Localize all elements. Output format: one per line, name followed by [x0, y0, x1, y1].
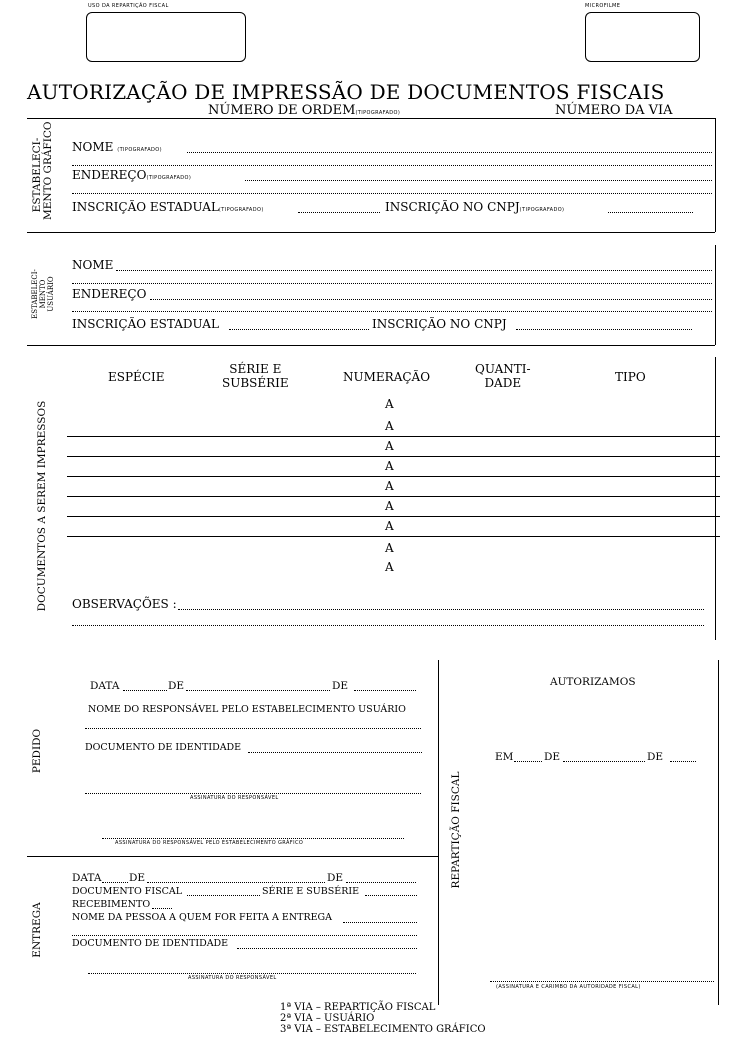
table-row-line: [67, 536, 720, 537]
usuario-nome-label: NOME: [72, 258, 114, 272]
pedido-mes-field[interactable]: [186, 690, 330, 691]
divider: [718, 660, 719, 1005]
numeracao-a: A: [385, 479, 394, 493]
numeracao-a: A: [385, 499, 394, 513]
numero-ordem-label: NÚMERO DE ORDEM(TIPOGRAFADO): [208, 103, 401, 118]
microfilme-box[interactable]: [585, 12, 700, 62]
pedido-de-label: DE: [168, 680, 185, 692]
usuario-cnpj-label: INSCRIÇÃO NO CNPJ: [372, 317, 507, 331]
col-serie: SÉRIE E SUBSÉRIE: [222, 362, 289, 390]
grafico-cnpj-label: INSCRIÇÃO NO CNPJ(TIPOGRAFADO): [385, 200, 565, 214]
form-title: AUTORIZAÇÃO DE IMPRESSÃO DE DOCUMENTOS FISCAIS: [27, 80, 665, 104]
numeracao-a: A: [385, 459, 394, 473]
pedido-ano-field[interactable]: [354, 690, 416, 691]
usuario-nome-field-2[interactable]: [72, 283, 712, 284]
divider: [438, 660, 439, 1005]
usuario-section-label: ESTABELECI- MENTO USUÁRIO: [31, 269, 55, 319]
usuario-nome-field[interactable]: [116, 270, 712, 271]
usuario-endereco-label: ENDEREÇO: [72, 287, 147, 301]
entrega-ano-field[interactable]: [346, 882, 416, 883]
pedido-nome-resp-label: NOME DO RESPONSÁVEL PELO ESTABELECIMENTO USUÁRIO: [88, 704, 406, 715]
usuario-ie-field[interactable]: [229, 329, 369, 330]
via-2: 2ª VIA – USUÁRIO: [280, 1013, 375, 1024]
uso-reparticao-label: USO DA REPARTIÇÃO FISCAL: [88, 3, 169, 9]
reparticao-dia-field[interactable]: [514, 761, 542, 762]
entrega-doc-id-field[interactable]: [237, 948, 417, 949]
entrega-serie-label: SÉRIE E SUBSÉRIE: [262, 886, 360, 897]
col-numeracao: NUMERAÇÃO: [343, 370, 431, 384]
numeracao-a: A: [385, 560, 394, 574]
vias-list: [280, 1002, 486, 1035]
pedido-section-label: PEDIDO: [31, 728, 43, 774]
entrega-de-label-2: DE: [327, 872, 344, 884]
numeracao-a: A: [385, 419, 394, 433]
pedido-doc-id-label: DOCUMENTO DE IDENTIDADE: [85, 742, 242, 753]
uso-reparticao-box[interactable]: [86, 12, 246, 62]
entrega-doc-fiscal-label: DOCUMENTO FISCAL: [72, 886, 183, 897]
reparticao-assinatura-field[interactable]: [490, 981, 714, 982]
table-row-line: [67, 476, 720, 477]
entrega-nome-pessoa-label: NOME DA PESSOA A QUEM FOR FEITA A ENTREGA: [72, 912, 333, 923]
usuario-endereco-field-2[interactable]: [72, 311, 712, 312]
entrega-serie-field[interactable]: [365, 895, 417, 896]
divider: [27, 118, 715, 119]
col-especie: ESPÉCIE: [108, 370, 165, 384]
entrega-recebimento-field[interactable]: [152, 908, 172, 909]
documentos-section-label: DOCUMENTOS A SEREM IMPRESSOS: [36, 400, 48, 612]
table-row-line: [67, 496, 720, 497]
observacoes-field[interactable]: [178, 609, 704, 610]
usuario-endereco-field[interactable]: [150, 299, 712, 300]
entrega-nome-pessoa-field-2[interactable]: [72, 935, 417, 936]
table-row-line: [67, 516, 720, 517]
col-tipo: TIPO: [615, 370, 646, 384]
numeracao-a: A: [385, 541, 394, 555]
entrega-assinatura-field[interactable]: [88, 973, 416, 974]
reparticao-em-label: EM: [495, 751, 514, 763]
numeracao-a: A: [385, 397, 394, 411]
via-3: 3ª VIA – ESTABELECIMENTO GRÁFICO: [280, 1024, 486, 1035]
grafico-nome-field[interactable]: [187, 152, 712, 153]
grafico-ie-label: INSCRIÇÃO ESTADUAL(TIPOGRAFADO): [72, 200, 264, 214]
grafico-endereco-label: ENDEREÇO(TIPOGRAFADO): [72, 168, 192, 182]
table-row-line: [67, 436, 720, 437]
observacoes-field-2[interactable]: [72, 625, 704, 626]
entrega-mes-field[interactable]: [147, 882, 325, 883]
pedido-nome-resp-field[interactable]: [85, 728, 421, 729]
grafico-nome-label: NOME (TIPOGRAFADO): [72, 140, 162, 154]
divider: [27, 232, 715, 233]
pedido-assinatura-grafico-field[interactable]: [102, 838, 404, 839]
reparticao-de-label: DE: [544, 751, 561, 763]
microfilme-label: MICROFILME: [585, 3, 621, 9]
numero-via-label: NÚMERO DA VIA: [555, 103, 673, 118]
table-row-line: [67, 456, 720, 457]
autorizamos-label: AUTORIZAMOS: [550, 676, 636, 688]
entrega-doc-fiscal-field[interactable]: [187, 895, 260, 896]
entrega-section-label: ENTREGA: [31, 902, 43, 958]
numeracao-a: A: [385, 439, 394, 453]
reparticao-mes-field[interactable]: [563, 761, 645, 762]
entrega-recebimento-label: RECEBIMENTO: [72, 899, 151, 910]
grafico-section-label: ESTABELECI- MENTO GRÁFICO: [31, 121, 54, 220]
entrega-de-label: DE: [129, 872, 146, 884]
col-quantidade: QUANTI- DADE: [475, 362, 531, 390]
pedido-data-label: DATA: [90, 680, 120, 692]
grafico-nome-field-2[interactable]: [72, 165, 712, 166]
entrega-dia-field[interactable]: [102, 882, 128, 883]
reparticao-section-label: REPARTIÇÃO FISCAL: [450, 771, 462, 889]
usuario-cnpj-field[interactable]: [516, 329, 692, 330]
reparticao-assinatura-label: (ASSINATURA E CARIMBO DA AUTORIDADE FISCAL): [496, 984, 641, 990]
reparticao-ano-field[interactable]: [670, 761, 696, 762]
grafico-endereco-field[interactable]: [245, 180, 712, 181]
pedido-assinatura-field[interactable]: [85, 793, 421, 794]
observacoes-label: OBSERVAÇÕES :: [72, 597, 177, 611]
divider: [715, 357, 716, 640]
pedido-doc-id-field[interactable]: [248, 752, 422, 753]
divider: [27, 856, 438, 857]
pedido-assinatura-label: ASSINATURA DO RESPONSÁVEL: [190, 795, 279, 801]
divider: [715, 245, 716, 345]
pedido-de-label-2: DE: [332, 680, 349, 692]
divider: [715, 118, 716, 232]
via-1: 1ª VIA – REPARTIÇÃO FISCAL: [280, 1002, 436, 1013]
entrega-nome-pessoa-field[interactable]: [343, 922, 417, 923]
entrega-data-label: DATA: [72, 872, 102, 884]
divider: [27, 345, 715, 346]
grafico-endereco-field-2[interactable]: [72, 193, 712, 194]
reparticao-de-label-2: DE: [647, 751, 664, 763]
grafico-ie-field[interactable]: [298, 212, 380, 213]
numeracao-a: A: [385, 519, 394, 533]
entrega-assinatura-label: ASSINATURA DO RESPONSÁVEL: [188, 975, 277, 981]
usuario-ie-label: INSCRIÇÃO ESTADUAL: [72, 317, 219, 331]
grafico-cnpj-field[interactable]: [608, 212, 693, 213]
pedido-dia-field[interactable]: [123, 690, 167, 691]
pedido-assinatura-grafico-label: ASSINATURA DO RESPONSÁVEL PELO ESTABELECIMENTO GRÁFICO: [115, 840, 304, 846]
entrega-doc-id-label: DOCUMENTO DE IDENTIDADE: [72, 938, 229, 949]
